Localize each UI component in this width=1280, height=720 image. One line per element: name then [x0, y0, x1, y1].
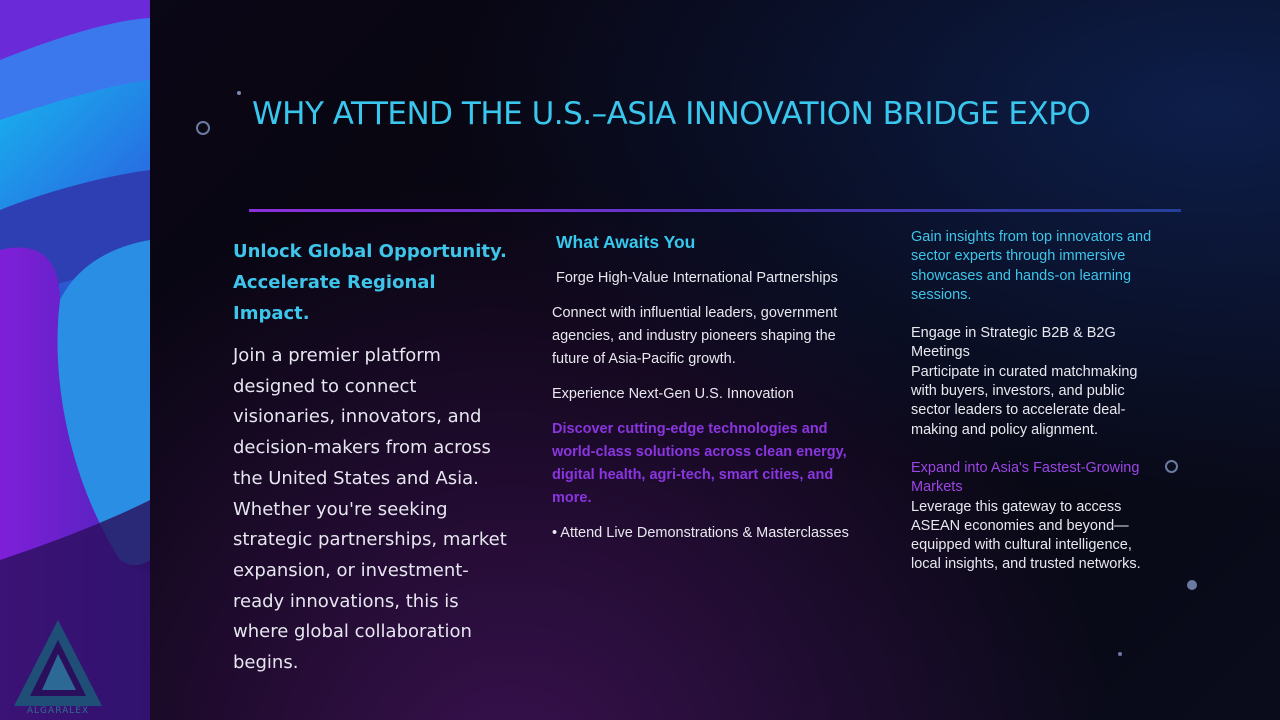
intro-body: Join a premier platform designed to connect visionaries, innovators, and decision-makers from across the United States and Asia. Whether you're seeking strategic partnerships, market expansion, or investment-ready innovations, this is where global collaboration begins.: [233, 345, 507, 674]
decorative-side-panel: [0, 0, 150, 720]
title-divider: [249, 209, 1181, 212]
benefit-innovation-title: Experience Next-Gen U.S. Innovation: [552, 386, 794, 402]
intro-tagline: Unlock Global Opportunity. Accelerate Regional Impact.: [233, 241, 507, 324]
benefit-meetings-title: Engage in Strategic B2B & B2G Meetings: [911, 325, 1116, 361]
decorative-ring: [1165, 460, 1178, 473]
benefit-meetings-body: Participate in curated matchmaking with buyers, investors, and public sector leaders to accelerate deal-making and policy alignment.: [911, 363, 1138, 438]
benefit-markets-title: Expand into Asia's Fastest-Growing Markets: [911, 459, 1140, 496]
intro-column: [233, 236, 518, 679]
company-logo: [12, 618, 104, 720]
decorative-ring: [196, 121, 210, 135]
benefit-demonstrations-title: • Attend Live Demonstrations & Masterclasses: [552, 525, 849, 541]
benefits-column: [552, 232, 862, 545]
side-panel-graphic: [0, 0, 150, 720]
decorative-dot: [1118, 652, 1122, 656]
logo-wordmark: ALGARALEX: [26, 706, 90, 716]
slide-title: WHY ATTEND THE U.S.–ASIA INNOVATION BRIDGE EXPO: [252, 96, 1091, 132]
benefits-column-continued: [911, 228, 1161, 575]
decorative-dot: [1187, 580, 1197, 590]
benefit-partnerships-body: Connect with influential leaders, government agencies, and industry pioneers shaping the future of Asia-Pacific growth.: [552, 305, 838, 367]
benefit-demonstrations-body: Gain insights from top innovators and sector experts through immersive showcases and hands-on learning sessions.: [911, 229, 1152, 303]
benefit-markets-body: Leverage this gateway to access ASEAN economies and beyond—equipped with cultural intelligence, local insights, and trusted networks.: [911, 498, 1141, 573]
benefit-partnerships-title: Forge High-Value International Partnerships: [556, 270, 838, 286]
decorative-dot: [237, 91, 241, 95]
logo-triangle-icon: [12, 618, 104, 708]
benefits-heading: What Awaits You: [556, 232, 696, 252]
benefit-innovation-body: Discover cutting-edge technologies and world-class solutions across clean energy, digital health, agri-tech, smart cities, and more.: [552, 421, 847, 506]
